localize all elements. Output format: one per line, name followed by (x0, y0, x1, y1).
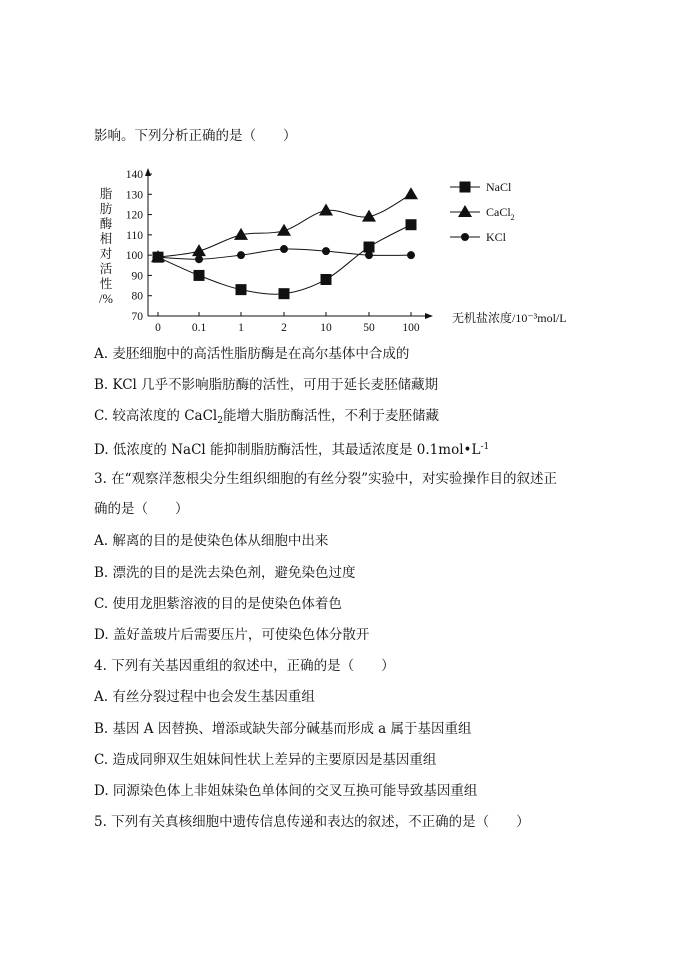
data-point-kcl (237, 251, 245, 259)
y-axis-label-char: 肪 (99, 202, 113, 216)
q4-option-c[interactable]: C. 造成同卵双生姐妹间性状上差异的主要原因是基因重组 (94, 752, 437, 768)
data-point-cacl (319, 204, 333, 216)
y-axis-label (99, 186, 113, 306)
legend-label-subscript: 2 (510, 213, 515, 222)
data-point-nacl (194, 270, 205, 281)
x-tick-label: 1 (238, 322, 244, 334)
data-point-nacl (321, 274, 332, 285)
q2-option-b[interactable]: B. KCl 几乎不影响脂肪酶的活性，可用于延长麦胚储藏期 (94, 377, 439, 393)
y-axis-label-char: 酶 (99, 217, 113, 231)
legend-marker-kcl (461, 233, 469, 241)
x-axis-arrow (425, 313, 433, 319)
y-axis-label-char: 性 (99, 277, 113, 291)
q3-option-d[interactable]: D. 盖好盖玻片后需要压片，可使染色体分散开 (94, 627, 370, 643)
data-point-kcl (365, 251, 373, 259)
y-tick-label: 90 (131, 270, 143, 283)
y-tick-label: 130 (125, 189, 143, 202)
legend-label-cacl: CaCl$_2$ (486, 205, 515, 222)
q2-option-d-text: D. 低浓度的 NaCl 能抑制脂肪酶活性，其最适浓度是 0.1mol•L (94, 442, 481, 458)
x-tick-label: 0 (155, 322, 161, 334)
q2-option-c-subscript: 2 (217, 416, 223, 426)
x-axis-label: 无机盐浓度/10⁻³mol/L (452, 311, 567, 325)
q4-option-b[interactable]: B. 基因 A 因替换、增添或缺失部分碱基而形成 a 属于基因重组 (94, 721, 472, 737)
x-tick-label: 2 (281, 322, 287, 334)
data-point-nacl (406, 219, 417, 230)
legend-item-cacl (450, 205, 515, 222)
data-point-kcl (195, 255, 203, 263)
q2-option-c-text-tail: 能增大脂肪酶活性，不利于麦胚储藏 (222, 408, 439, 424)
x-tick-label: 50 (363, 322, 375, 334)
chart-legend (450, 180, 515, 244)
q3-option-c[interactable]: C. 使用龙胆紫溶液的目的是使染色体着色 (94, 596, 342, 612)
y-tick-label: 70 (131, 311, 143, 323)
q4-option-a[interactable]: A. 有丝分裂过程中也会发生基因重组 (94, 689, 315, 705)
q2-option-a[interactable]: A. 麦胚细胞中的高活性脂肪酶是在高尔基体中合成的 (94, 346, 410, 362)
q2-option-d-superscript: -1 (480, 442, 490, 452)
legend-item-nacl (450, 180, 512, 194)
data-point-nacl (364, 242, 375, 253)
lipase-activity-line-chart (90, 158, 590, 338)
x-tick-label: 10 (320, 322, 332, 334)
legend-label-nacl: NaCl (486, 180, 512, 194)
legend-marker-cacl (458, 205, 472, 217)
data-point-nacl (236, 284, 247, 295)
y-axis-arrow (145, 168, 151, 176)
q3-option-a[interactable]: A. 解离的目的是使染色体从细胞中出来 (94, 533, 329, 549)
chart-series (151, 187, 418, 299)
data-point-kcl (280, 245, 288, 253)
x-tick-label: 0.1 (191, 322, 207, 334)
q3-option-b[interactable]: B. 漂洗的目的是洗去染色剂，避免染色过度 (94, 565, 356, 581)
data-point-nacl (279, 288, 290, 299)
y-tick-label: 110 (126, 229, 143, 242)
y-axis-label-char: /% (99, 292, 113, 306)
q4-option-d[interactable]: D. 同源染色体上非姐妹染色单体间的交叉互换可能导致基因重组 (94, 783, 478, 799)
q2-option-d[interactable] (94, 438, 489, 459)
question-2-stem-tail: 影响。下列分析正确的是（ ） (94, 128, 297, 144)
legend-marker-nacl (460, 182, 471, 193)
y-tick-label: 80 (131, 290, 143, 303)
data-point-cacl (277, 224, 291, 236)
y-tick-label: 100 (125, 250, 143, 263)
question-5-stem: 5. 下列有关真核细胞中遗传信息传递和表达的叙述，不正确的是（ ） (94, 814, 530, 830)
q2-option-c[interactable] (94, 407, 439, 430)
x-tick-label: 100 (402, 322, 420, 334)
data-point-kcl (322, 247, 330, 255)
data-point-kcl (154, 253, 162, 261)
question-4-stem: 4. 下列有关基因重组的叙述中，正确的是（ ） (94, 658, 395, 674)
question-3-stem-line-2: 确的是（ ） (94, 501, 189, 517)
legend-label-kcl: KCl (486, 230, 507, 244)
y-tick-label: 120 (125, 209, 143, 222)
question-3-stem-line-1: 3. 在“观察洋葱根尖分生组织细胞的有丝分裂”实验中，对实验操作目的叙述正 (94, 471, 557, 487)
data-point-cacl (404, 187, 418, 199)
y-axis-label-char: 活 (99, 262, 113, 276)
y-axis-label-char: 脂 (99, 187, 113, 201)
q2-option-c-text: C. 较高浓度的 CaCl (94, 408, 218, 424)
y-axis-label-char: 对 (99, 247, 113, 261)
y-axis-label-char: 相 (99, 232, 113, 246)
data-point-cacl (192, 244, 206, 256)
data-point-kcl (407, 251, 415, 259)
legend-item-kcl (450, 230, 507, 244)
y-tick-label: 140 (125, 169, 143, 181)
